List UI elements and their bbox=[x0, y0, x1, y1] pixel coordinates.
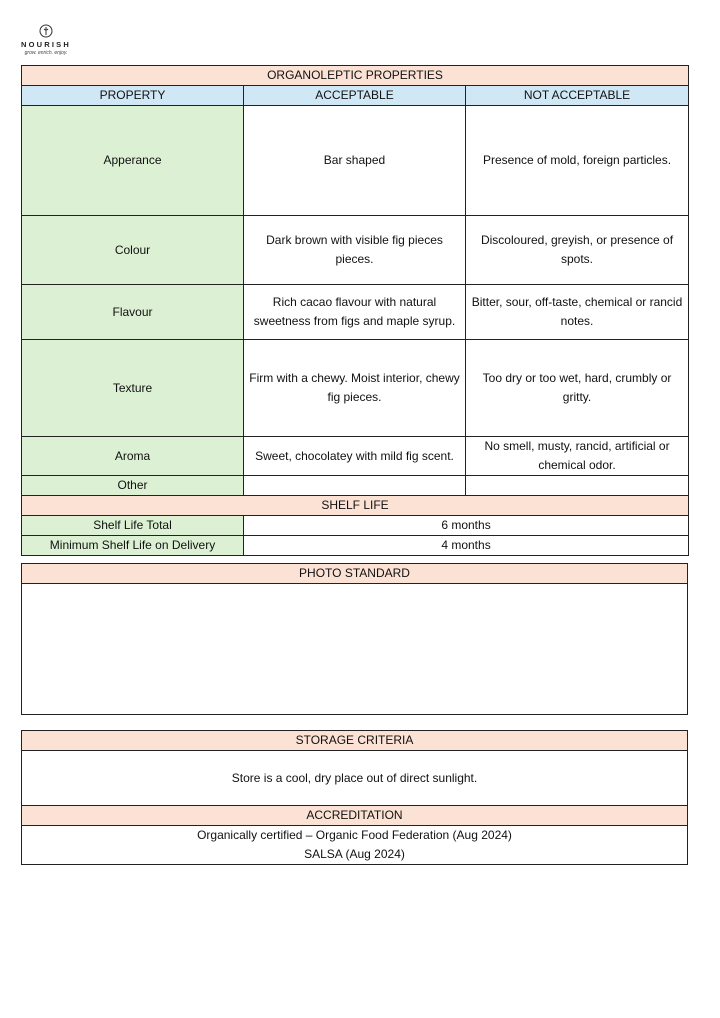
shelf-life-value: 4 months bbox=[244, 536, 689, 556]
photo-standard-table bbox=[21, 563, 688, 715]
storage-title: STORAGE CRITERIA bbox=[22, 731, 688, 751]
not-acceptable-cell: No smell, musty, rancid, artificial or chemical odor. bbox=[466, 437, 689, 476]
not-acceptable-cell: Too dry or too wet, hard, crumbly or gritty. bbox=[466, 340, 689, 437]
not-acceptable-cell: Bitter, sour, off-taste, chemical or rancid notes. bbox=[466, 285, 689, 340]
property-cell: Flavour bbox=[22, 285, 244, 340]
table-row bbox=[22, 437, 689, 476]
accreditation-cell bbox=[22, 826, 688, 865]
brand-name: NOURISH bbox=[21, 40, 71, 49]
not-acceptable-cell: Presence of mold, foreign particles. bbox=[466, 106, 689, 216]
shelf-life-label: Shelf Life Total bbox=[22, 516, 244, 536]
not-acceptable-cell bbox=[466, 476, 689, 496]
table-row bbox=[22, 216, 689, 285]
photo-standard-title: PHOTO STANDARD bbox=[22, 564, 688, 584]
shelf-life-label: Minimum Shelf Life on Delivery bbox=[22, 536, 244, 556]
table-row bbox=[22, 476, 689, 496]
header-not-acceptable: NOT ACCEPTABLE bbox=[466, 86, 689, 106]
table-row bbox=[22, 106, 689, 216]
not-acceptable-cell: Discoloured, greyish, or presence of spots. bbox=[466, 216, 689, 285]
table-row bbox=[22, 340, 689, 437]
shelf-life-value: 6 months bbox=[244, 516, 689, 536]
brand-tagline: grow. enrich. enjoy. bbox=[24, 50, 68, 56]
leaf-icon bbox=[39, 24, 53, 38]
property-cell: Texture bbox=[22, 340, 244, 437]
organoleptic-title: ORGANOLEPTIC PROPERTIES bbox=[22, 66, 689, 86]
acceptable-cell: Rich cacao flavour with natural sweetness from figs and maple syrup. bbox=[244, 285, 466, 340]
property-cell: Aroma bbox=[22, 437, 244, 476]
property-cell: Other bbox=[22, 476, 244, 496]
storage-accreditation-table bbox=[21, 730, 688, 865]
header-property: PROPERTY bbox=[22, 86, 244, 106]
header-acceptable: ACCEPTABLE bbox=[244, 86, 466, 106]
property-cell: Colour bbox=[22, 216, 244, 285]
brand-logo bbox=[18, 24, 74, 56]
table-row bbox=[22, 285, 689, 340]
accreditation-line: Organically certified – Organic Food Federation (Aug 2024) bbox=[197, 828, 512, 842]
acceptable-cell: Bar shaped bbox=[244, 106, 466, 216]
organoleptic-table bbox=[21, 65, 689, 556]
table-row bbox=[22, 516, 689, 536]
table-row bbox=[22, 536, 689, 556]
acceptable-cell bbox=[244, 476, 466, 496]
property-cell: Apperance bbox=[22, 106, 244, 216]
storage-text: Store is a cool, dry place out of direct sunlight. bbox=[22, 751, 688, 806]
photo-standard-area bbox=[22, 584, 688, 715]
acceptable-cell: Sweet, chocolatey with mild fig scent. bbox=[244, 437, 466, 476]
accreditation-title: ACCREDITATION bbox=[22, 806, 688, 826]
shelf-life-title: SHELF LIFE bbox=[22, 496, 689, 516]
acceptable-cell: Dark brown with visible fig pieces pieces. bbox=[244, 216, 466, 285]
accreditation-line: SALSA (Aug 2024) bbox=[304, 847, 405, 861]
acceptable-cell: Firm with a chewy. Moist interior, chewy fig pieces. bbox=[244, 340, 466, 437]
